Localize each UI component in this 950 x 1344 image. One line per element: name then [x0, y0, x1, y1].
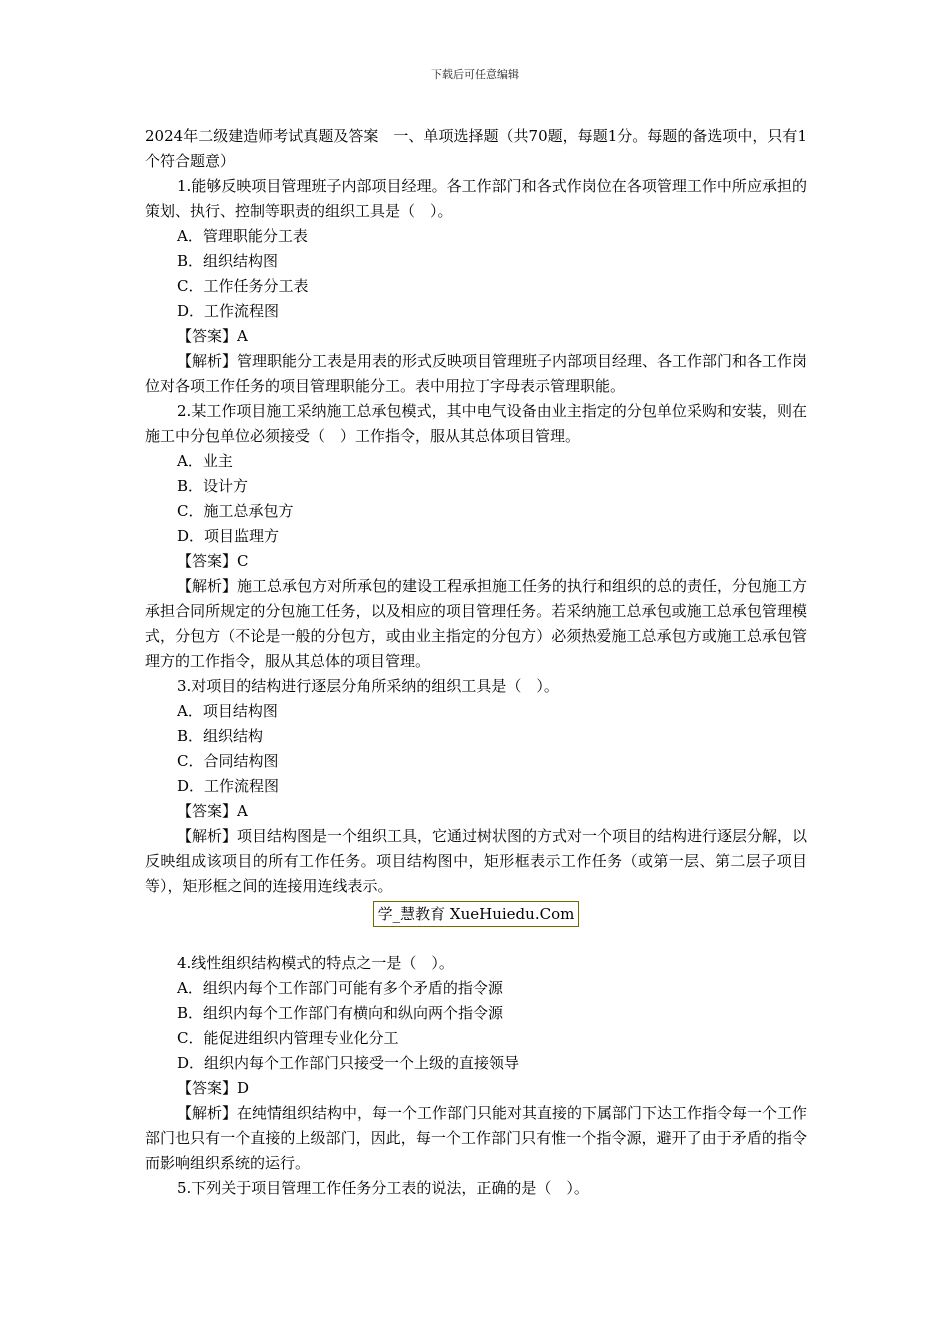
- question-1-option-a: A．管理职能分工表: [177, 227, 308, 245]
- question-2-option-a: A．业主: [177, 452, 233, 470]
- question-4-stem: 4.线性组织结构模式的特点之一是（ ）。: [177, 954, 454, 972]
- question-3-option-b: B．组织结构: [177, 727, 264, 745]
- intro-paragraph: 2024年二级建造师考试真题及答案 一、单项选择题（共70题，每题1分。每题的备选项中，只有1个符合题意）: [145, 127, 807, 170]
- question-4-option-c: C．能促进组织内管理专业化分工: [177, 1029, 399, 1047]
- question-1-stem: 1.能够反映项目管理班子内部项目经理。各工作部门和各式作岗位在各项管理工作中所应承担的策划、执行、控制等职责的组织工具是（ ）。: [145, 177, 807, 220]
- watermark-stamp: 学_慧教育 XueHuiedu.Com: [373, 901, 580, 927]
- question-5-stem: 5.下列关于项目管理工作任务分工表的说法，正确的是（ ）。: [177, 1179, 589, 1197]
- question-3-analysis: 【解析】项目结构图是一个组织工具，它通过树状图的方式对一个项目的结构进行逐层分解，以反映组成该项目的所有工作任务。项目结构图中，矩形框表示工作任务（或第一层、第二层子项目等），矩形框之间的连接用连线表示。: [145, 827, 808, 895]
- question-3-stem: 3.对项目的结构进行逐层分角所采纳的组织工具是（ ）。: [177, 677, 559, 695]
- question-2-answer: 【答案】C: [177, 552, 249, 570]
- question-1-option-b: B．组织结构图: [177, 252, 279, 270]
- question-4-option-a: A．组织内每个工作部门可能有多个矛盾的指令源: [177, 979, 503, 997]
- question-4-option-b: B．组织内每个工作部门有横向和纵向两个指令源: [177, 1004, 504, 1022]
- question-1-answer: 【答案】A: [177, 327, 248, 345]
- question-4-option-d: D．组织内每个工作部门只接受一个上级的直接领导: [177, 1054, 520, 1072]
- watermark-stamp-row: [145, 901, 807, 927]
- question-2-option-c: C．施工总承包方: [177, 502, 294, 520]
- question-1-option-d: D．工作流程图: [177, 302, 280, 320]
- question-4-answer: 【答案】D: [177, 1079, 250, 1097]
- question-1-analysis: 【解析】管理职能分工表是用表的形式反映项目管理班子内部项目经理、各工作部门和各工作岗位对各项工作任务的项目管理职能分工。表中用拉丁字母表示管理职能。: [145, 352, 808, 395]
- question-3-option-d: D．工作流程图: [177, 777, 280, 795]
- question-2-option-d: D．项目监理方: [177, 527, 280, 545]
- question-2-stem: 2.某工作项目施工采纳施工总承包模式，其中电气设备由业主指定的分包单位采购和安装，则在施工中分包单位必须接受（ ）工作指令，服从其总体项目管理。: [145, 402, 807, 445]
- question-1-option-c: C．工作任务分工表: [177, 277, 309, 295]
- question-3-option-c: C．合同结构图: [177, 752, 279, 770]
- question-4-analysis: 【解析】在纯情组织结构中，每一个工作部门只能对其直接的下属部门下达工作指令每一个工作部门也只有一个直接的上级部门，因此，每一个工作部门只有惟一个指令源，避开了由于矛盾的指令而影响组织系统的运行。: [145, 1104, 808, 1172]
- question-2-analysis: 【解析】施工总承包方对所承包的建设工程承担施工任务的执行和组织的总的责任，分包施工方承担合同所规定的分包施工任务，以及相应的项目管理任务。若采纳施工总承包或施工总承包管理模式，分包方（不论是一般的分包方，或由业主指定的分包方）必须热爱施工总承包方或施工总承包管理方的工作指令，服从其总体的项目管理。: [145, 577, 808, 670]
- question-2-option-b: B．设计方: [177, 477, 249, 495]
- question-3-answer: 【答案】A: [177, 802, 248, 820]
- question-3-option-a: A．项目结构图: [177, 702, 278, 720]
- document-body: [145, 124, 807, 1201]
- page-header: 下载后可任意编辑: [431, 68, 519, 81]
